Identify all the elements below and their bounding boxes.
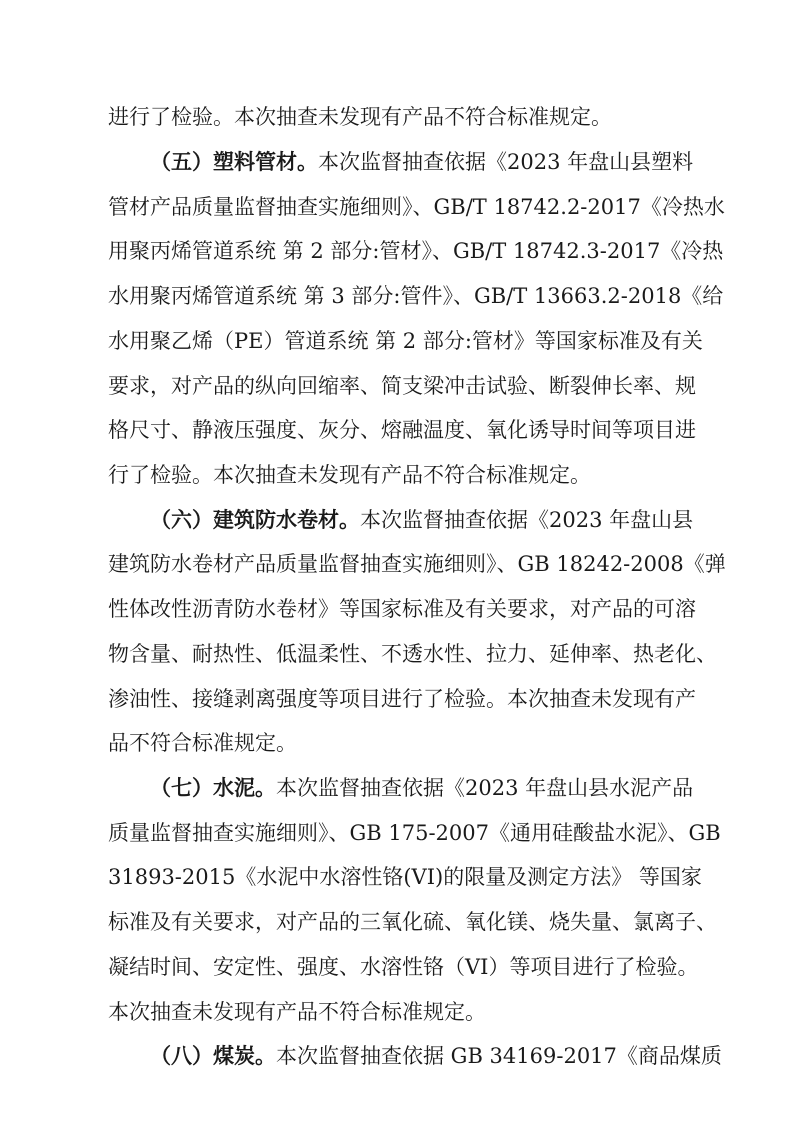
- line-text: 本次抽查未发现有产品不符合标准规定。: [108, 1000, 486, 1024]
- line-text: 物含量、耐热性、低温柔性、不透水性、拉力、延伸率、热老化、: [108, 642, 717, 666]
- section-heading-line: [150, 147, 693, 177]
- paragraph-line: [108, 281, 724, 311]
- paragraph-line: [108, 997, 693, 1027]
- paragraph-line: [108, 192, 725, 222]
- section-heading: （六）建筑防水卷材。: [150, 508, 360, 532]
- section-heading-line: [150, 505, 693, 535]
- line-text: 行了检验。本次抽查未发现有产品不符合标准规定。: [108, 463, 591, 487]
- paragraph-line: [108, 907, 717, 937]
- paragraph-line: [108, 952, 699, 982]
- line-text: 建筑防水卷材产品质量监督抽查实施细则》、GB 18242-2008《弹: [108, 552, 726, 576]
- paragraph-line: [108, 236, 724, 266]
- line-text: 水用聚乙烯（PE）管道系统 第 2 部分:管材》等国家标准及有关: [108, 329, 703, 353]
- line-text: 标准及有关要求，对产品的三氧化硫、氧化镁、烧失量、氯离子、: [108, 910, 717, 934]
- paragraph-line: [108, 415, 696, 445]
- section-heading: （七）水泥。: [150, 776, 276, 800]
- paragraph-line: [108, 728, 693, 758]
- line-text: 性体改性沥青防水卷材》等国家标准及有关要求，对产品的可溶: [108, 597, 696, 621]
- line-text: 格尺寸、静液压强度、灰分、熔融温度、氧化诱导时间等项目进: [108, 418, 696, 442]
- line-text: 要求，对产品的纵向回缩率、简支梁冲击试验、断裂伸长率、规: [108, 374, 696, 398]
- paragraph-line: [108, 639, 717, 669]
- line-text: 本次监督抽查依据《2023 年盘山县水泥产品: [276, 776, 694, 800]
- section-heading: （五）塑料管材。: [150, 150, 318, 174]
- paragraph-line: [108, 684, 696, 714]
- paragraph-line: [108, 460, 693, 490]
- paragraph-line: [108, 326, 703, 356]
- line-text: 本次监督抽查依据《2023 年盘山县: [360, 508, 694, 532]
- paragraph-line: [108, 549, 726, 579]
- paragraph-line: [108, 594, 696, 624]
- paragraph-line: [108, 862, 702, 892]
- line-text: 本次监督抽查依据 GB 34169-2017《商品煤质: [276, 1044, 722, 1068]
- section-heading-line: [150, 1041, 722, 1071]
- section-heading: （八）煤炭。: [150, 1044, 276, 1068]
- line-text: 品不符合标准规定。: [108, 731, 297, 755]
- paragraph-line: [108, 102, 693, 132]
- line-text: 用聚丙烯管道系统 第 2 部分:管材》、GB/T 18742.3-2017《冷热: [108, 239, 724, 263]
- line-text: 31893-2015《水泥中水溶性铬(VI)的限量及测定方法》 等国家: [108, 865, 702, 889]
- line-text: 本次监督抽查依据《2023 年盘山县塑料: [318, 150, 694, 174]
- paragraph-line: [108, 371, 696, 401]
- line-text: 水用聚丙烯管道系统 第 3 部分:管件》、GB/T 13663.2-2018《给: [108, 284, 724, 308]
- section-heading-line: [150, 773, 693, 803]
- line-text: 凝结时间、安定性、强度、水溶性铬（VI）等项目进行了检验。: [108, 955, 699, 979]
- line-text: 渗油性、接缝剥离强度等项目进行了检验。本次抽查未发现有产: [108, 687, 696, 711]
- line-text: 质量监督抽查实施细则》、GB 175-2007《通用硅酸盐水泥》、GB: [108, 821, 721, 845]
- paragraph-line: [108, 818, 721, 848]
- line-text: 管材产品质量监督抽查实施细则》、GB/T 18742.2-2017《冷热水: [108, 195, 725, 219]
- line-text: 进行了检验。本次抽查未发现有产品不符合标准规定。: [108, 105, 612, 129]
